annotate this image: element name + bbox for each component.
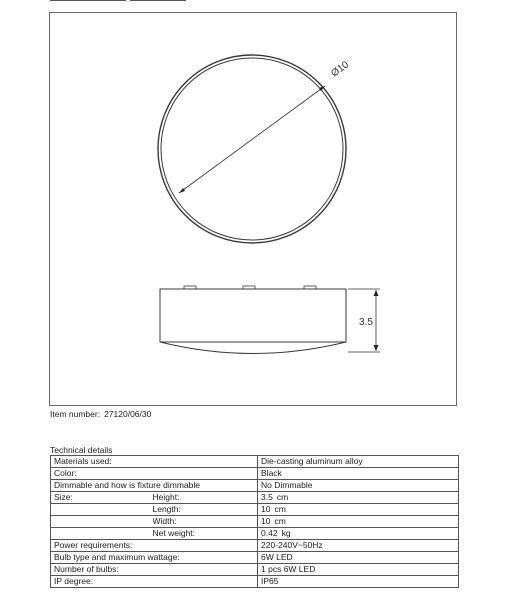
spec-unit: cm [276,492,289,502]
spec-value [258,492,459,504]
table-row [51,552,459,564]
technical-details-title: Technical details [50,445,113,455]
spec-value: Die-casting aluminum alloy [258,456,459,468]
spec-sub-label: Net weight: [153,528,258,540]
spec-sub-label: Height: [153,492,258,504]
spec-label: Size: [51,492,153,504]
spec-label: Dimmable and how is fixture dimmable [51,480,258,492]
spec-number: 10 [261,504,271,514]
spec-unit: cm [274,516,286,526]
spec-label [51,504,153,516]
top-mark-left [50,0,126,1]
diameter-label: Ø10 [329,59,352,80]
diameter-dimension-line [179,86,325,193]
table-row [51,468,459,480]
spec-label [51,516,153,528]
spec-value [258,528,459,540]
spec-unit: cm [274,504,286,514]
spec-number: 3.5 [261,492,273,502]
drawing-svg [50,13,456,405]
table-row [51,480,459,492]
spec-number: 10 [261,516,271,526]
spec-value [258,516,459,528]
spec-label: Color: [51,468,258,480]
height-arrow-top [374,290,379,296]
top-view-inner-circle [161,58,343,240]
spec-label: Materials used: [51,456,258,468]
diameter-arrow-bottom [179,188,185,193]
height-arrow-bottom [374,345,379,351]
spec-label: Bulb type and maximum wattage: [51,552,258,564]
item-number-label: Item number: [50,409,101,419]
table-row [51,564,459,576]
spec-value: IP65 [258,576,459,588]
spec-sub-label: Width: [153,516,258,528]
table-row [51,540,459,552]
table-row [51,576,459,588]
spec-value: No Dimmable [258,480,459,492]
spec-value [258,504,459,516]
spec-value: 6W LED [258,552,459,564]
item-number [50,409,151,419]
spec-label: Number of bulbs: [51,564,258,576]
item-number-value: 27120/06/30 [104,409,152,419]
spec-sub-label: Length: [153,504,258,516]
height-label: 3.5 [359,317,373,328]
spec-label: IP degree: [51,576,258,588]
table-row [51,456,459,468]
technical-drawing [49,12,457,406]
top-view-outer-circle [158,55,346,243]
spec-value: Black [258,468,459,480]
spec-label [51,528,153,540]
table-row [51,528,459,540]
table-row [51,492,459,504]
spec-label: Power requirements: [51,540,258,552]
spec-number: 0.42 [261,528,278,538]
table-row [51,504,459,516]
table-row [51,516,459,528]
spec-value: 1 pcs 6W LED [258,564,459,576]
top-mark-right [130,0,186,1]
technical-details-table [50,455,459,588]
spec-value: 220-240V~50Hz [258,540,459,552]
side-view-diffuser-curve [160,342,346,354]
side-view-body [160,289,346,342]
spec-unit: kg [281,528,291,538]
